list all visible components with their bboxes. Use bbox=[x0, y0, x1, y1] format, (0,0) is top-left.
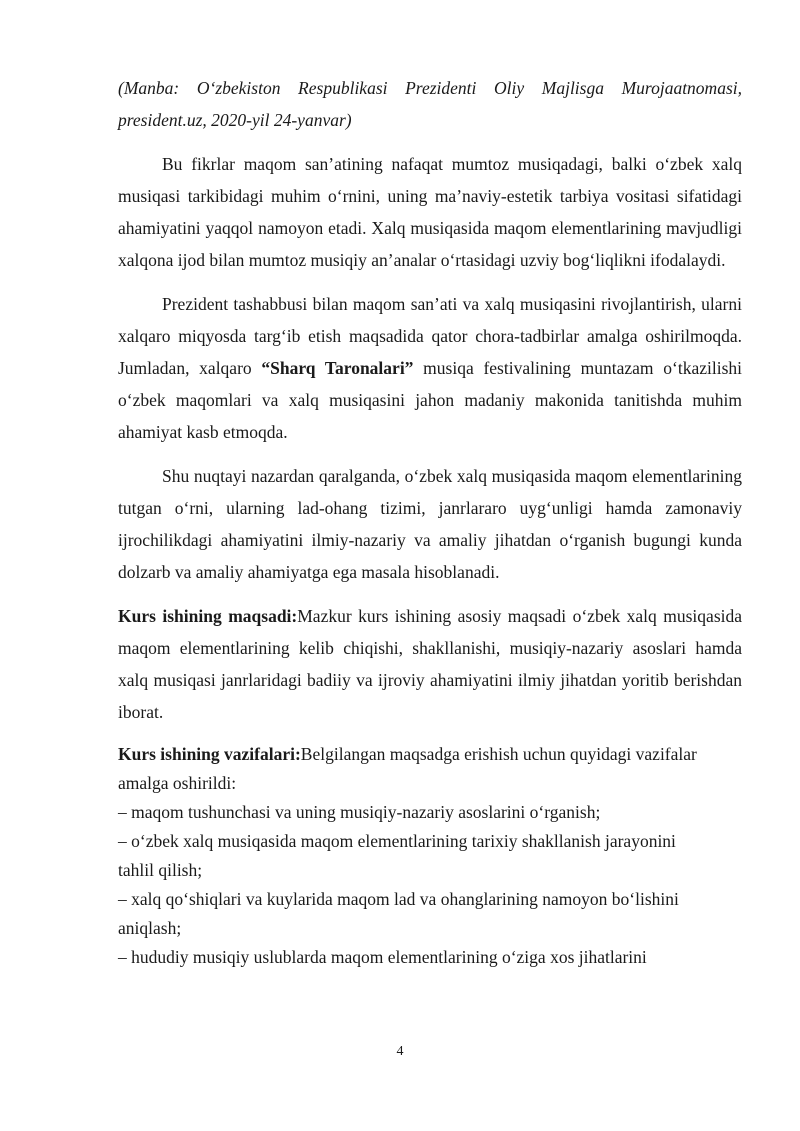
task-line: – o‘zbek xalq musiqasida maqom elementlarining tarixiy shakllanish jarayonini bbox=[118, 831, 676, 851]
goal-paragraph bbox=[118, 600, 742, 728]
task-line: aniqlash; bbox=[118, 918, 182, 938]
page-number: 4 bbox=[396, 1044, 404, 1059]
paragraph-relevance: Shu nuqtayi nazardan qaralganda, o‘zbek xalq musiqasida maqom elementlarining tutgan o‘rni, ularning lad-ohang tizimi, janrlararo uyg‘unligi hamda zamonaviy ijrochilikdagi ahamiyatini ilmiy-nazariy va amaliy jihatdan o‘rganish bugungi kunda dolzarb va amaliy ahamiyatga ega masala hisoblanadi. bbox=[118, 466, 742, 582]
tasks-intro-text: Belgilangan maqsadga erishish uchun quyidagi vazifalar bbox=[300, 744, 697, 764]
paragraph-text: musiqa festivalining muntazam o‘tkazilishi o‘zbek maqomlari va xalq musiqasini jahon madaniy makonida tanitishda muhim ahamiyat kasb etmoqda. bbox=[118, 358, 743, 442]
tasks-label: Kurs ishining vazifalari: bbox=[118, 744, 301, 764]
document-page bbox=[118, 72, 742, 972]
festival-name: “Sharq Taronalari” bbox=[261, 358, 414, 378]
source-citation: (Manba: O‘zbekiston Respublikasi Prezidenti Oliy Majlisga Murojaatnomasi, president.uz, 2020-yil 24-yanvar) bbox=[118, 78, 742, 130]
tasks-intro bbox=[118, 740, 742, 769]
goal-label: Kurs ishining maqsadi: bbox=[118, 606, 298, 626]
tasks-intro-continued: amalga oshirildi: bbox=[118, 773, 237, 793]
task-line: – maqom tushunchasi va uning musiqiy-nazariy asoslarini o‘rganish; bbox=[118, 802, 601, 822]
paragraph-maqom-significance: Bu fikrlar maqom san’atining nafaqat mumtoz musiqadagi, balki o‘zbek xalq musiqasi tarkibidagi muhim o‘rnini, uning ma’naviy-estetik tarbiya vositasi sifatidagi ahamiyatini yaqqol namoyon etadi. Xalq musiqasida maqom elementlarining mavjudligi xalqona ijod bilan mumtoz musiqiy an’analar o‘rtasidagi uzviy bog‘liqlikni ifodalaydi. bbox=[118, 154, 742, 270]
task-line: tahlil qilish; bbox=[118, 860, 203, 880]
tasks-section bbox=[118, 740, 742, 972]
paragraph-president-initiative bbox=[118, 288, 742, 448]
task-line: – xalq qo‘shiqlari va kuylarida maqom lad va ohanglarining namoyon bo‘lishini bbox=[118, 889, 679, 909]
goal-text: Mazkur kurs ishining asosiy maqsadi o‘zbek xalq musiqasida maqom elementlarining kelib chiqishi, shakllanishi, musiqiy-nazariy asoslari hamda xalq musiqasi janrlaridagi badiiy va ijroviy ahamiyatini ilmiy jihatdan yoritib berishdan iborat. bbox=[118, 606, 743, 722]
task-line: – hududiy musiqiy uslublarda maqom elementlarining o‘ziga xos jihatlarini bbox=[118, 947, 647, 967]
paragraph-text: Prezident tashabbusi bilan maqom san’ati va xalq musiqasini rivojlantirish, ularni xalqaro miqyosda targ‘ib etish maqsadida qator chora-tadbirlar amalga oshirilmoqda. Jumladan, xalqaro bbox=[118, 294, 742, 378]
